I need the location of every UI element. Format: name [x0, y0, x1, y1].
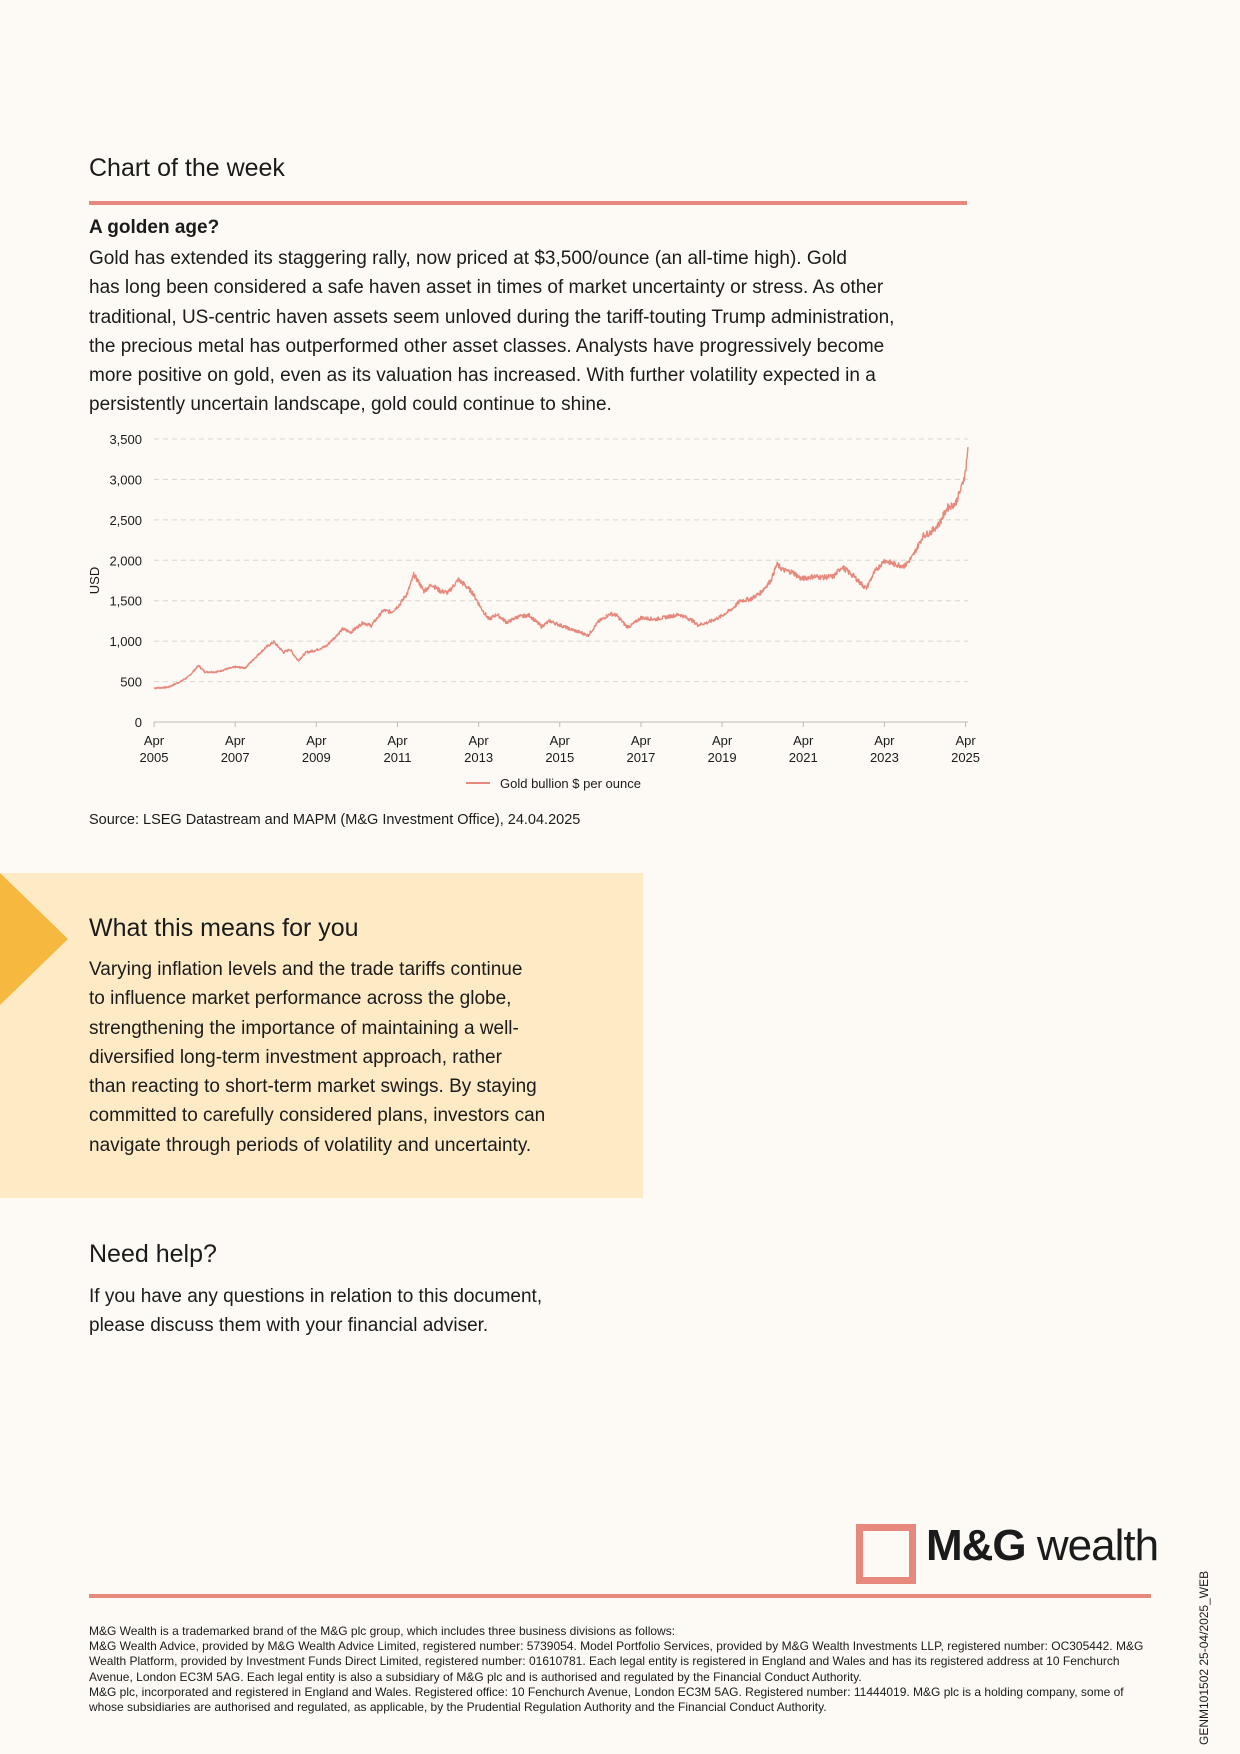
y-tick-label: 1,500: [109, 593, 142, 609]
y-tick-label: 0: [134, 715, 142, 730]
callout-body-line: Varying inflation levels and the trade tariffs continue: [89, 959, 523, 980]
logo-text-bold: M&G: [926, 1521, 1026, 1570]
callout-body-line: diversified long-term investment approach, rather: [89, 1046, 502, 1068]
x-tick-label-month: Apr: [711, 733, 733, 748]
x-tick-label-month: Apr: [955, 733, 976, 748]
y-tick-label: 1,000: [109, 634, 142, 650]
article-body-line: the precious metal has outperformed other asset classes. Analysts have progressively become: [89, 335, 885, 357]
callout-body-line: strengthening the importance of maintaining a well-: [89, 1017, 519, 1039]
x-tick-label-month: Apr: [143, 733, 165, 748]
x-tick-label-year: 2013: [464, 750, 494, 765]
logo-text-light: wealth: [1025, 1521, 1159, 1570]
x-tick-label-year: 2023: [869, 750, 899, 765]
article-body-line: persistently uncertain landscape, gold could continue to shine.: [89, 394, 612, 416]
document-reference-text: GENM101502 25-04/2025_WEB: [1197, 1570, 1211, 1745]
x-tick-label-month: Apr: [225, 733, 246, 748]
x-tick-label-year: 2009: [301, 750, 331, 765]
x-tick-label-year: 2005: [139, 750, 169, 765]
brand-logo: [926, 1519, 1158, 1573]
footer-divider: [89, 1594, 1151, 1598]
x-tick-label-month: Apr: [793, 733, 814, 748]
chart-source: Source: LSEG Datastream and MAPM (M&G Investment Office), 24.04.2025: [89, 812, 581, 828]
callout-body-line: than reacting to short-term market swings. By staying: [89, 1076, 537, 1098]
x-tick-label-month: Apr: [874, 733, 895, 748]
help-body-line: If you have any questions in relation to this document,: [89, 1286, 543, 1307]
y-tick-label: 2,000: [109, 553, 142, 569]
y-tick-label: 500: [120, 674, 142, 690]
x-tick-label-year: 2015: [545, 750, 575, 765]
series-line-gold: [154, 447, 968, 688]
y-tick-label: 3,000: [109, 472, 142, 488]
footer-paragraph: M&G plc, incorporated and registered in England and Wales. Registered office: 10 Fenchurch Avenue, London EC3M 5AG. Registered number: 11444019. M&G plc is a holding company, some of whose subsidiaries are authorised and regulated, as applicable, by the Prudential Regulation Authority and the Financial Conduct Authority.: [89, 1684, 1124, 1715]
section-divider: [89, 201, 967, 205]
footer-paragraph: M&G Wealth is a trademarked brand of the M&G plc group, which includes three business divisions as follows:: [89, 1624, 676, 1638]
article-body: [89, 244, 969, 420]
callout-body-line: committed to carefully considered plans, investors can: [89, 1105, 546, 1127]
callout-title: What this means for you: [89, 914, 359, 942]
document-reference: [1197, 1515, 1215, 1745]
y-axis-label: USD: [87, 566, 102, 595]
article-body-line: more positive on gold, even as its valuation has increased. With further volatility expected in a: [89, 365, 876, 387]
article-body-line: traditional, US-centric haven assets seem unloved during the tariff-touting Trump administration,: [89, 306, 895, 328]
x-tick-label-month: Apr: [549, 733, 570, 748]
x-tick-label-year: 2025: [951, 750, 981, 765]
article-body-line: Gold has extended its staggering rally, now priced at $3,500/ounce (an all-time high). Gold: [89, 248, 847, 269]
x-tick-label-year: 2021: [788, 750, 818, 765]
y-tick-label: 2,500: [109, 512, 142, 528]
x-tick-label-year: 2011: [383, 750, 412, 765]
logo-square-icon: [856, 1524, 916, 1584]
help-body: [89, 1282, 609, 1341]
help-title: Need help?: [89, 1240, 217, 1268]
x-tick-label-year: 2019: [707, 750, 737, 765]
help-body-line: please discuss them with your financial adviser.: [89, 1315, 489, 1337]
callout-body-line: to influence market performance across the globe,: [89, 988, 512, 1010]
section-title: Chart of the week: [89, 154, 285, 182]
footer-paragraph: M&G Wealth Advice, provided by M&G Wealth Advice Limited, registered number: 5739054. Model Portfolio Services, provided by M&G Wealth Investments LLP, registered number: OC305442. M&G Wealth Platform, provided by Investment Funds Direct Limited, registered number: 01610781. Each legal entity is registered in England and Wales and has its registered address at 10 Fenchurch Avenue, London EC3M 5AG. Each legal entity is also a subsidiary of M&G plc and is authorised and regulated by the Financial Conduct Authority.: [89, 1639, 1144, 1684]
gold-price-chart: [80, 425, 1000, 805]
callout-body: [89, 955, 589, 1160]
callout-body-line: navigate through periods of volatility and uncertainty.: [89, 1134, 532, 1156]
x-tick-label-month: Apr: [387, 733, 408, 748]
article-subtitle: A golden age?: [89, 217, 220, 238]
x-tick-label-month: Apr: [468, 733, 489, 748]
x-tick-label-month: Apr: [630, 733, 652, 748]
legal-footer: [89, 1624, 1149, 1715]
x-tick-label-month: Apr: [306, 733, 327, 748]
article-body-line: has long been considered a safe haven asset in times of market uncertainty or stress. As other: [89, 277, 884, 299]
x-tick-label-year: 2007: [220, 750, 250, 765]
legend-label: Gold bullion $ per ounce: [500, 776, 641, 791]
x-tick-label-year: 2017: [626, 750, 656, 765]
callout-arrow-icon: [0, 873, 68, 1005]
y-tick-label: 3,500: [109, 432, 142, 447]
